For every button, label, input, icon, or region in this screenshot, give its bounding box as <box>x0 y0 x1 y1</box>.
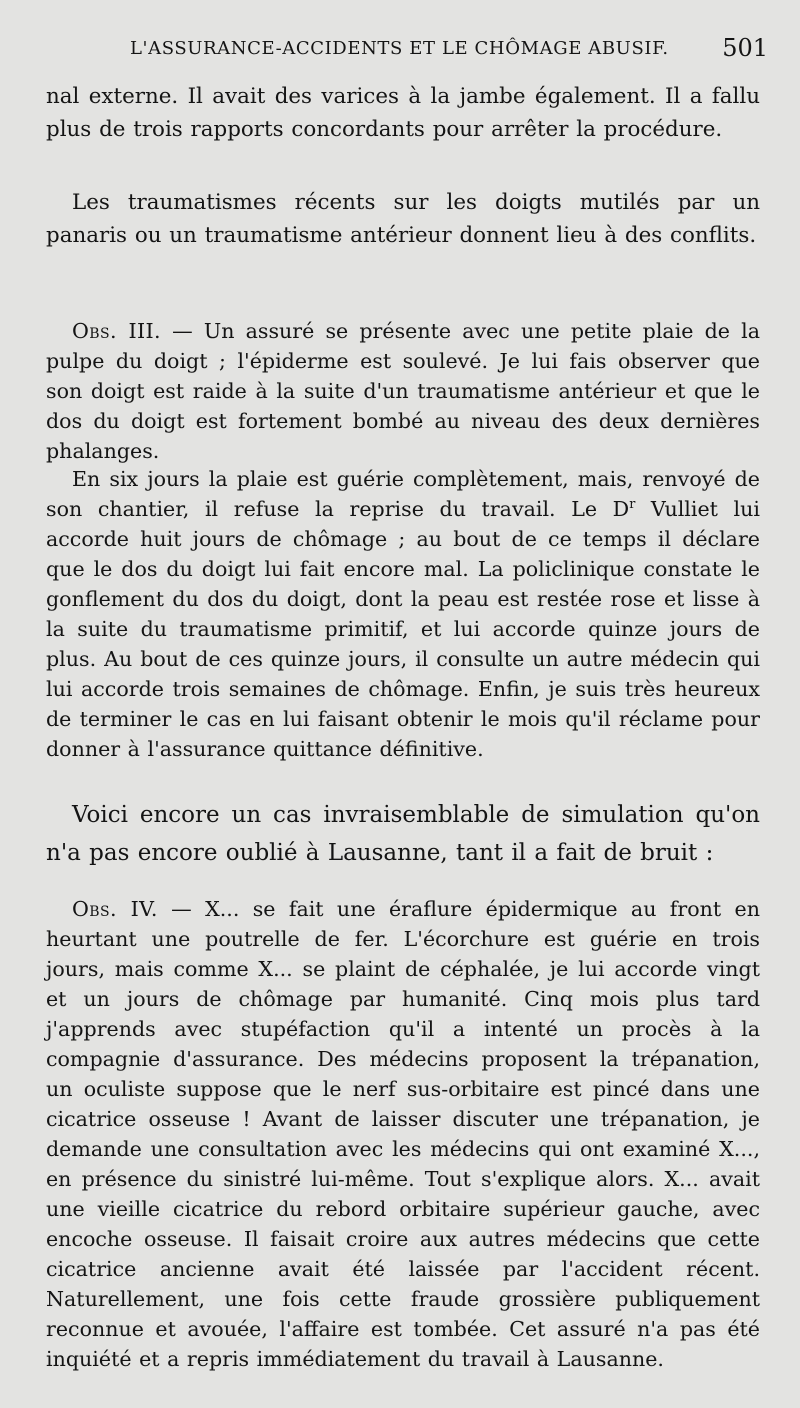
observation-3-continued-part2: Vulliet lui accorde huit jours de chômage ; au bout de ce temps il déclare que le dos du doigt lui fait encore mal. La policlinique constate le gonflement du dos du doigt, dont la peau est restée rose et lisse à la suite du traumatisme primitif, et lui accorde quinze jours de plus. Au bout de ces quinze jours, il consulte un autre médecin qui lui accorde trois semaines de chômage. Enfin, je suis très heureux de terminer le cas en lui faisant obtenir le mois qu'il réclame pour donner à l'assurance quittance définitive. <box>46 497 760 761</box>
running-title: L'ASSURANCE-ACCIDENTS ET LE CHÔMAGE ABUSIF. <box>130 38 669 59</box>
paragraph-traumatismes: Les traumatismes récents sur les doigts mutilés par un panaris ou un traumatisme antérieur donnent lieu à des conflits. <box>46 190 760 248</box>
observation-3-label: Obs. III. <box>72 319 161 343</box>
observation-4 <box>46 894 760 1374</box>
observation-3-continued-part1: En six jours la plaie est guérie complètement, mais, renvoyé de son chantier, il refuse la reprise du travail. Le D <box>46 467 760 521</box>
page-number: 501 <box>722 34 768 62</box>
observation-4-text: — X... se fait une éraflure épidermique au front en heurtant une poutrelle de fer. L'écorchure est guérie en trois jours, mais comme X... se plaint de céphalée, je lui accorde vingt et un jours de chômage par humanité. Cinq mois plus tard j'apprends avec stupéfaction qu'il a intenté un procès à la compagnie d'assurance. Des médecins proposent la trépanation, un oculiste suppose que le nerf sus-orbitaire est pincé dans une cicatrice osseuse ! Avant de laisser discuter une trépanation, je demande une consultation avec les médecins qui ont examiné X..., en présence du sinistré lui-même. Tout s'explique alors. X... avait une vieille cicatrice du rebord orbitaire supérieur gauche, avec encoche osseuse. Il faisait croire aux autres médecins que cette cicatrice ancienne avait été laissée par l'accident récent. Naturellement, une fois cette fraude grossière publiquement reconnue et avouée, l'affaire est tombée. Cet assuré n'a pas été inquiété et a repris immédiatement du travail à Lausanne. <box>46 897 760 1371</box>
paragraph-continued: nal externe. Il avait des varices à la jambe également. Il a fallu plus de trois rapports concordants pour arrêter la procédure. <box>46 84 760 142</box>
observation-3-continued <box>46 464 760 764</box>
observation-3-text: — Un assuré se présente avec une petite plaie de la pulpe du doigt ; l'épiderme est soulevé. Je lui fais observer que son doigt est raide à la suite d'un traumatisme antérieur et que le dos du doigt est fortement bombé au niveau des deux dernières phalanges. <box>46 319 760 463</box>
observation-3 <box>46 316 760 466</box>
observation-4-label: Obs. IV. <box>72 897 158 921</box>
paragraph-simulation-intro: Voici encore un cas invraisemblable de simulation qu'on n'a pas encore oublié à Lausanne, tant il a fait de bruit : <box>46 802 760 866</box>
doctor-abbrev-superscript: r <box>629 497 636 513</box>
